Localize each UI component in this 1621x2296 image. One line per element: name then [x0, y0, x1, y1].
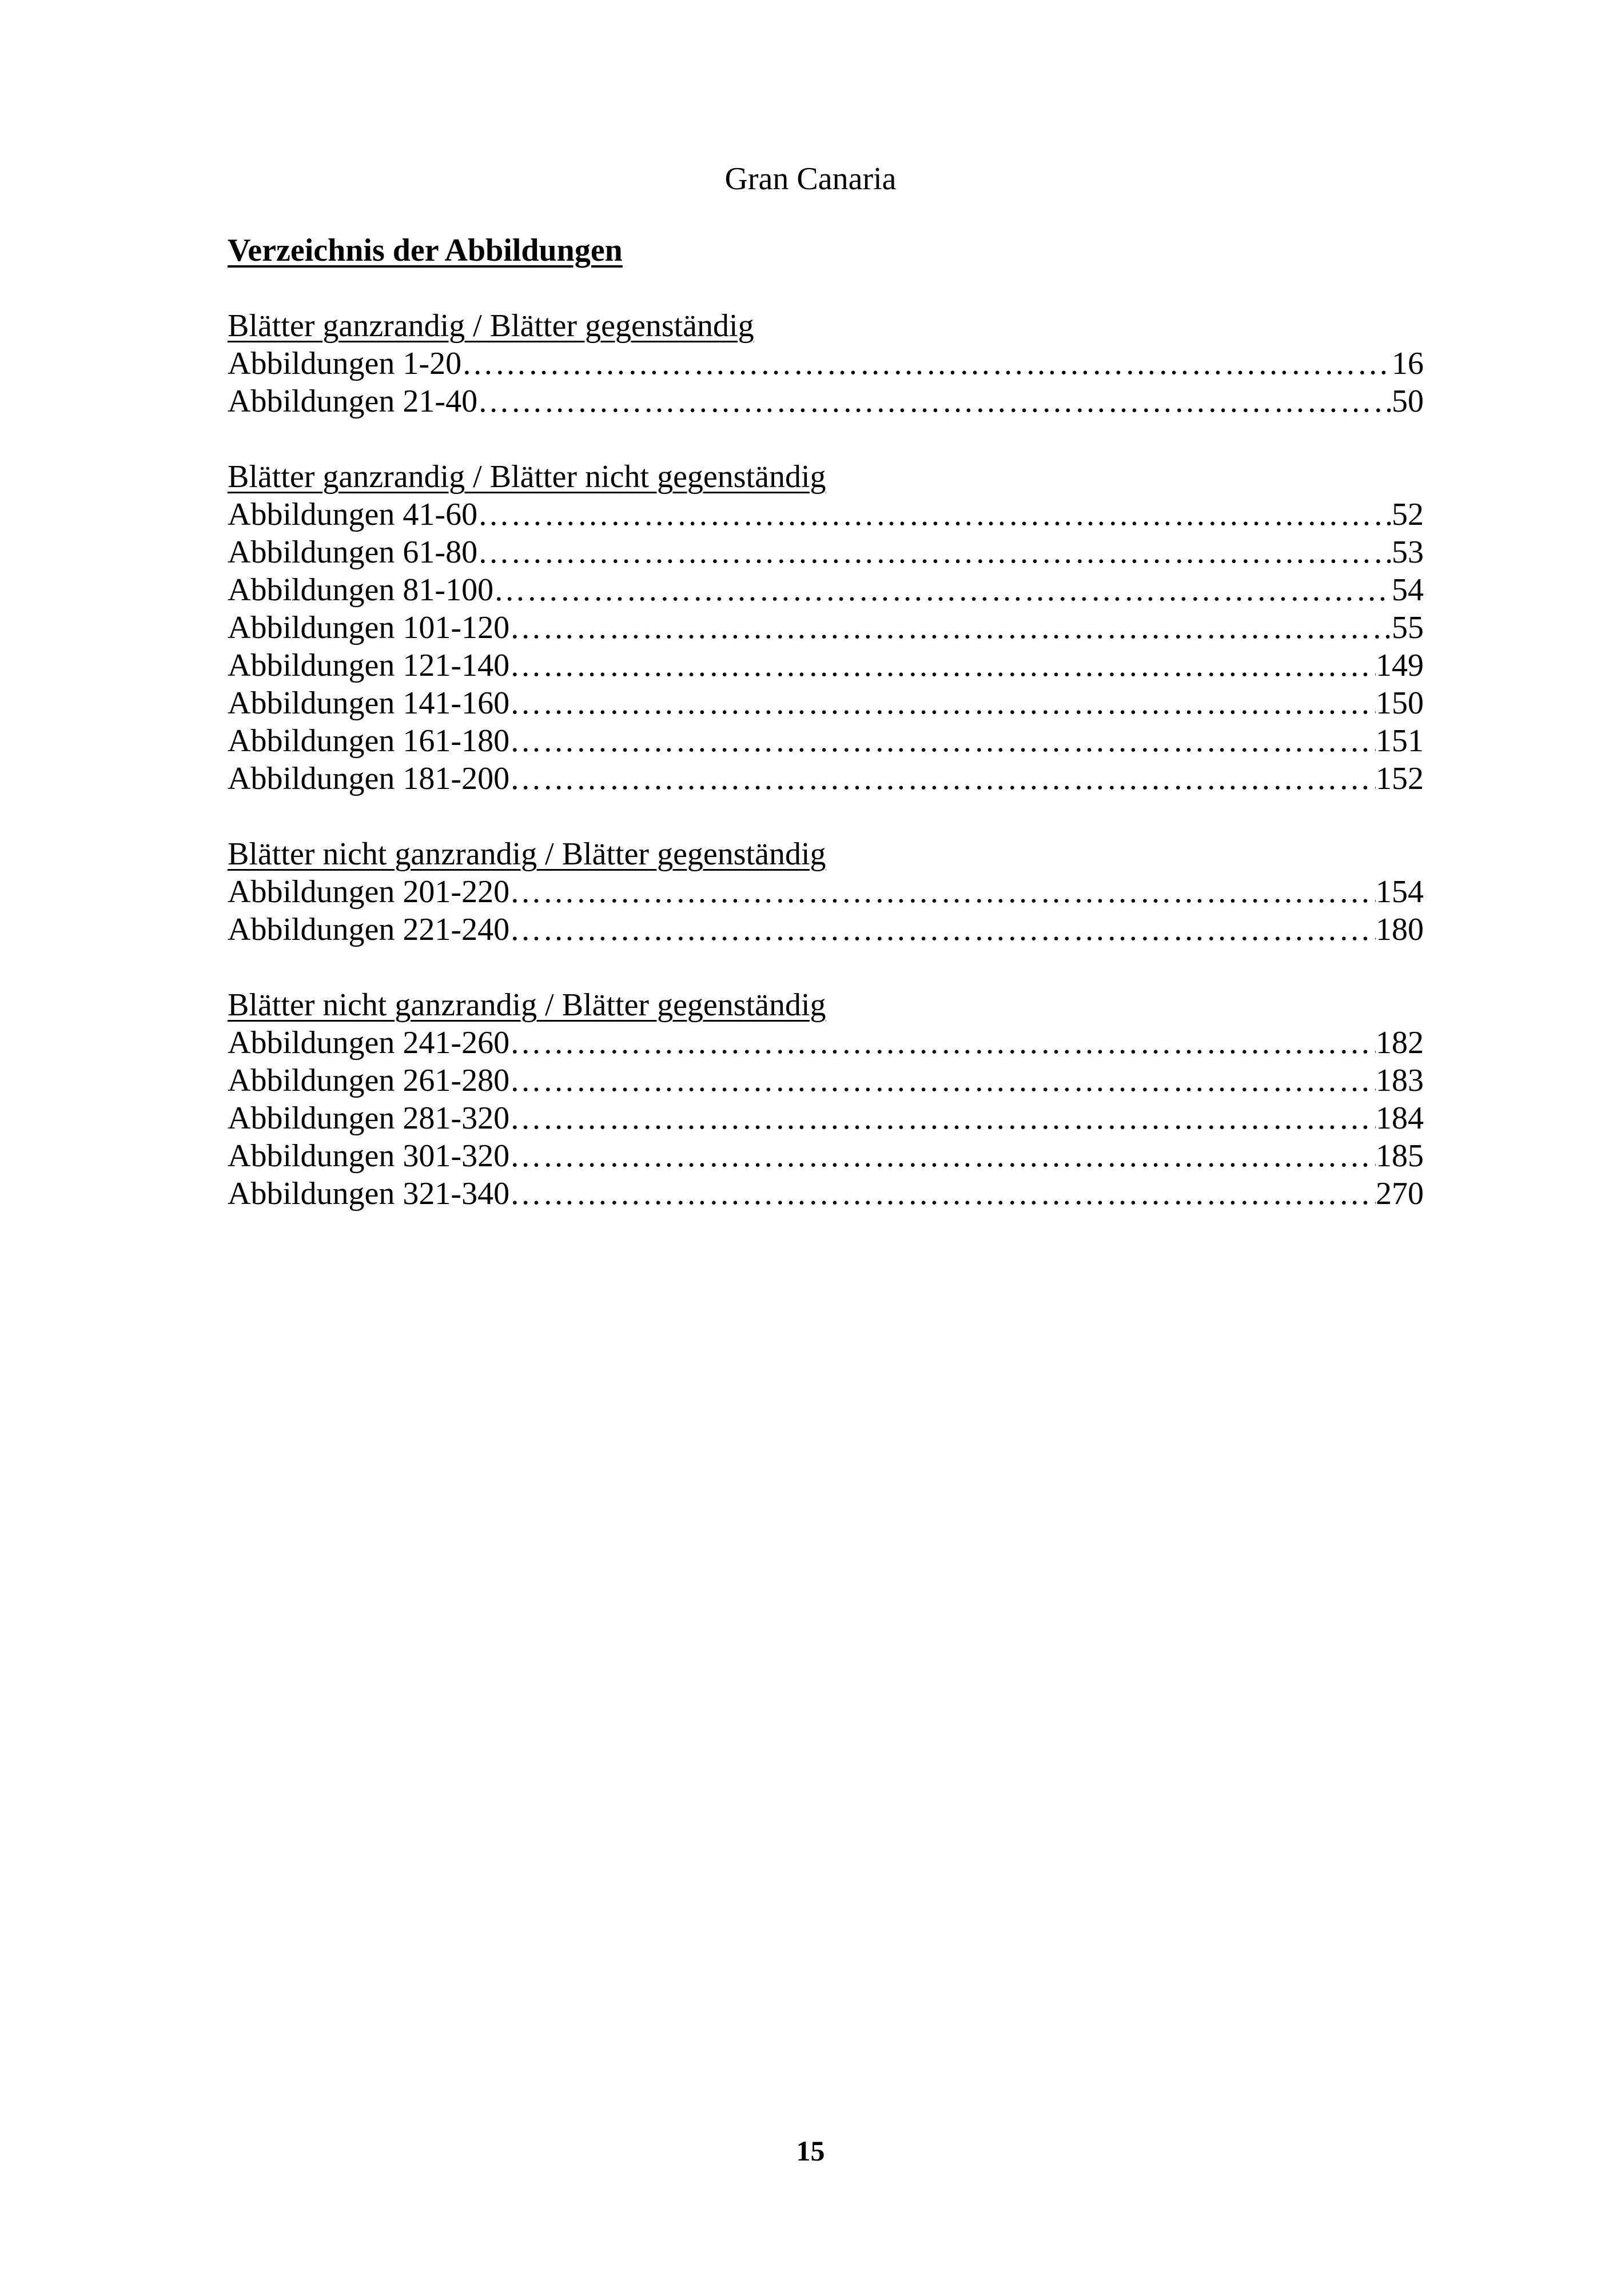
- dot-leader: [509, 722, 1376, 760]
- toc-entry-label: Abbildungen 181-200: [228, 761, 510, 796]
- toc-entry-page: 154: [1376, 874, 1424, 910]
- section-heading: Blätter ganzrandig / Blätter gegenständig: [228, 308, 754, 344]
- dot-leader: [509, 1099, 1376, 1137]
- toc-entry-page: 185: [1376, 1138, 1424, 1174]
- toc-entry-label: Abbildungen 41-60: [228, 497, 478, 532]
- toc-entry-page: 180: [1376, 912, 1424, 947]
- dot-leader: [509, 1062, 1376, 1099]
- dot-leader: [509, 647, 1376, 684]
- toc-entry-label: Abbildungen 121-140: [228, 648, 510, 683]
- toc-entry[interactable]: [228, 1099, 1424, 1137]
- dot-leader: [509, 609, 1392, 647]
- page-header-title: Gran Canaria: [724, 161, 897, 197]
- toc-entry-label: Abbildungen 61-80: [228, 535, 478, 570]
- toc-section: [228, 458, 1424, 798]
- dot-leader: [509, 873, 1376, 911]
- toc-entry-page: 183: [1376, 1063, 1424, 1098]
- toc-entry[interactable]: [228, 609, 1424, 647]
- dot-leader: [509, 684, 1376, 722]
- toc-entry-page: 182: [1376, 1025, 1424, 1061]
- toc-entry-label: Abbildungen 201-220: [228, 874, 510, 910]
- toc-section: [228, 307, 1424, 420]
- toc-section: [228, 986, 1424, 1213]
- dot-leader: [461, 345, 1392, 382]
- toc-entry-label: Abbildungen 301-320: [228, 1138, 510, 1174]
- toc-entry-page: 53: [1392, 535, 1424, 570]
- toc-entry[interactable]: [228, 345, 1424, 382]
- toc-entry[interactable]: [228, 1024, 1424, 1062]
- toc-entry-page: 151: [1376, 723, 1424, 759]
- toc-entry[interactable]: [228, 760, 1424, 798]
- dot-leader: [477, 533, 1392, 571]
- toc-entry[interactable]: [228, 684, 1424, 722]
- toc-entry-page: 270: [1376, 1176, 1424, 1211]
- toc-entry-page: 149: [1376, 648, 1424, 683]
- toc-entry[interactable]: [228, 571, 1424, 609]
- toc-entry-page: 150: [1376, 685, 1424, 721]
- section-heading: Blätter nicht ganzrandig / Blätter gegenständig: [228, 987, 826, 1023]
- table-of-figures: [228, 232, 1424, 1250]
- dot-leader: [509, 1175, 1376, 1213]
- toc-entry-label: Abbildungen 81-100: [228, 572, 494, 608]
- toc-entry-page: 152: [1376, 761, 1424, 796]
- dot-leader: [477, 382, 1392, 420]
- toc-entry-page: 54: [1392, 572, 1424, 608]
- toc-entry[interactable]: [228, 911, 1424, 948]
- section-heading: Blätter ganzrandig / Blätter nicht gegenständig: [228, 459, 826, 495]
- dot-leader: [477, 496, 1392, 533]
- toc-entry[interactable]: [228, 1175, 1424, 1213]
- toc-entry[interactable]: [228, 722, 1424, 760]
- toc-entry-page: 184: [1376, 1101, 1424, 1136]
- dot-leader: [509, 1024, 1376, 1062]
- toc-entry[interactable]: [228, 873, 1424, 911]
- dot-leader: [509, 1137, 1376, 1175]
- toc-entry-label: Abbildungen 221-240: [228, 912, 510, 947]
- toc-entry-label: Abbildungen 161-180: [228, 723, 510, 759]
- toc-entry-label: Abbildungen 261-280: [228, 1063, 510, 1098]
- toc-entry[interactable]: [228, 533, 1424, 571]
- toc-entry-label: Abbildungen 1-20: [228, 346, 462, 381]
- toc-entry[interactable]: [228, 382, 1424, 420]
- toc-entry-page: 50: [1392, 384, 1424, 419]
- toc-entry-label: Abbildungen 21-40: [228, 384, 478, 419]
- toc-entry-label: Abbildungen 281-320: [228, 1101, 510, 1136]
- dot-leader: [509, 911, 1376, 948]
- toc-entry-page: 16: [1392, 346, 1424, 381]
- toc-entry[interactable]: [228, 1137, 1424, 1175]
- toc-entry-label: Abbildungen 321-340: [228, 1176, 510, 1211]
- toc-entry[interactable]: [228, 647, 1424, 684]
- section-heading: Blätter nicht ganzrandig / Blätter gegenständig: [228, 836, 826, 872]
- toc-entry-label: Abbildungen 141-160: [228, 685, 510, 721]
- toc-entry-page: 55: [1392, 610, 1424, 645]
- toc-entry-page: 52: [1392, 497, 1424, 532]
- toc-title: Verzeichnis der Abbildungen: [228, 233, 623, 268]
- toc-entry[interactable]: [228, 496, 1424, 533]
- toc-entry-label: Abbildungen 241-260: [228, 1025, 510, 1061]
- toc-section: [228, 835, 1424, 948]
- page-number: 15: [796, 2135, 825, 2167]
- dot-leader: [493, 571, 1392, 609]
- dot-leader: [509, 760, 1376, 798]
- toc-entry-label: Abbildungen 101-120: [228, 610, 510, 645]
- toc-entry[interactable]: [228, 1062, 1424, 1099]
